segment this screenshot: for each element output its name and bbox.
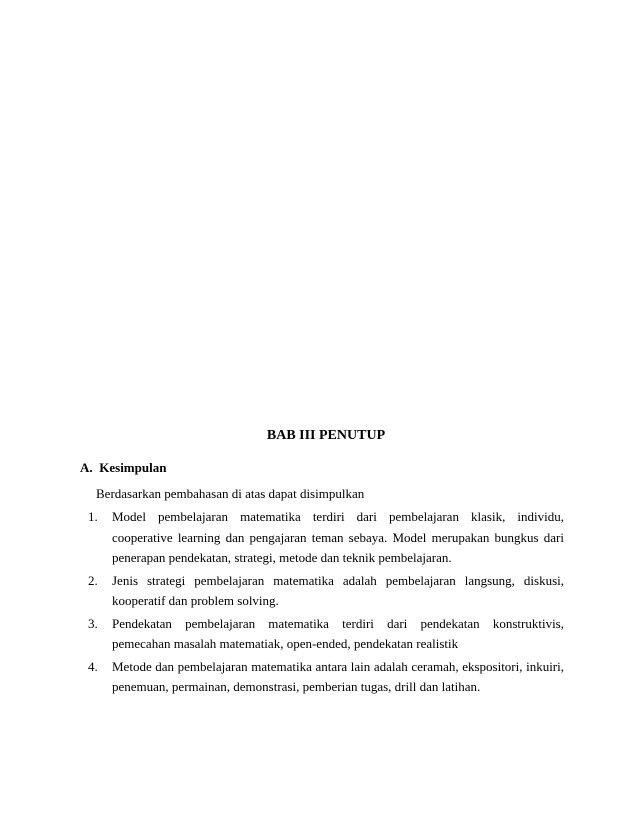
list-item-number: 3.: [88, 615, 98, 631]
section-letter: A.: [80, 460, 93, 475]
list-item: [88, 571, 564, 612]
list-item-number: 2.: [88, 572, 98, 588]
section-heading: [80, 460, 166, 476]
chapter-title: BAB III PENUTUP: [266, 428, 386, 443]
list-item-text: Metode dan pembelajaran matematika antara lain adalah ceramah, ekspositori, inkuiri, penemuan, permainan, demonstrasi, pemberian tugas, drill dan latihan.: [112, 658, 564, 694]
list-item-text: Pendekatan pembelajaran matematika terdiri dari pendekatan konstruktivis, pemecahan masalah matematiak, open-ended, pendekatan realistik: [112, 615, 564, 651]
section-title: Kesimpulan: [99, 460, 167, 475]
list-item-text: Jenis strategi pembelajaran matematika adalah pembelajaran langsung, diskusi, kooperatif dan problem solving.: [112, 572, 564, 608]
intro-paragraph: Berdasarkan pembahasan di atas dapat disimpulkan: [96, 486, 365, 501]
list-item-text: Model pembelajaran matematika terdiri dari pembelajaran klasik, individu, cooperative learning dan pengajaran teman sebaya. Model merupakan bungkus dari penerapan pendekatan, strategi, metode dan teknik pembelajaran.: [112, 509, 564, 565]
conclusion-list: [88, 507, 564, 700]
list-item: [88, 614, 564, 655]
list-item: [88, 657, 564, 698]
list-item-number: 4.: [88, 658, 98, 674]
list-item-number: 1.: [88, 509, 98, 524]
list-item: [88, 507, 564, 569]
